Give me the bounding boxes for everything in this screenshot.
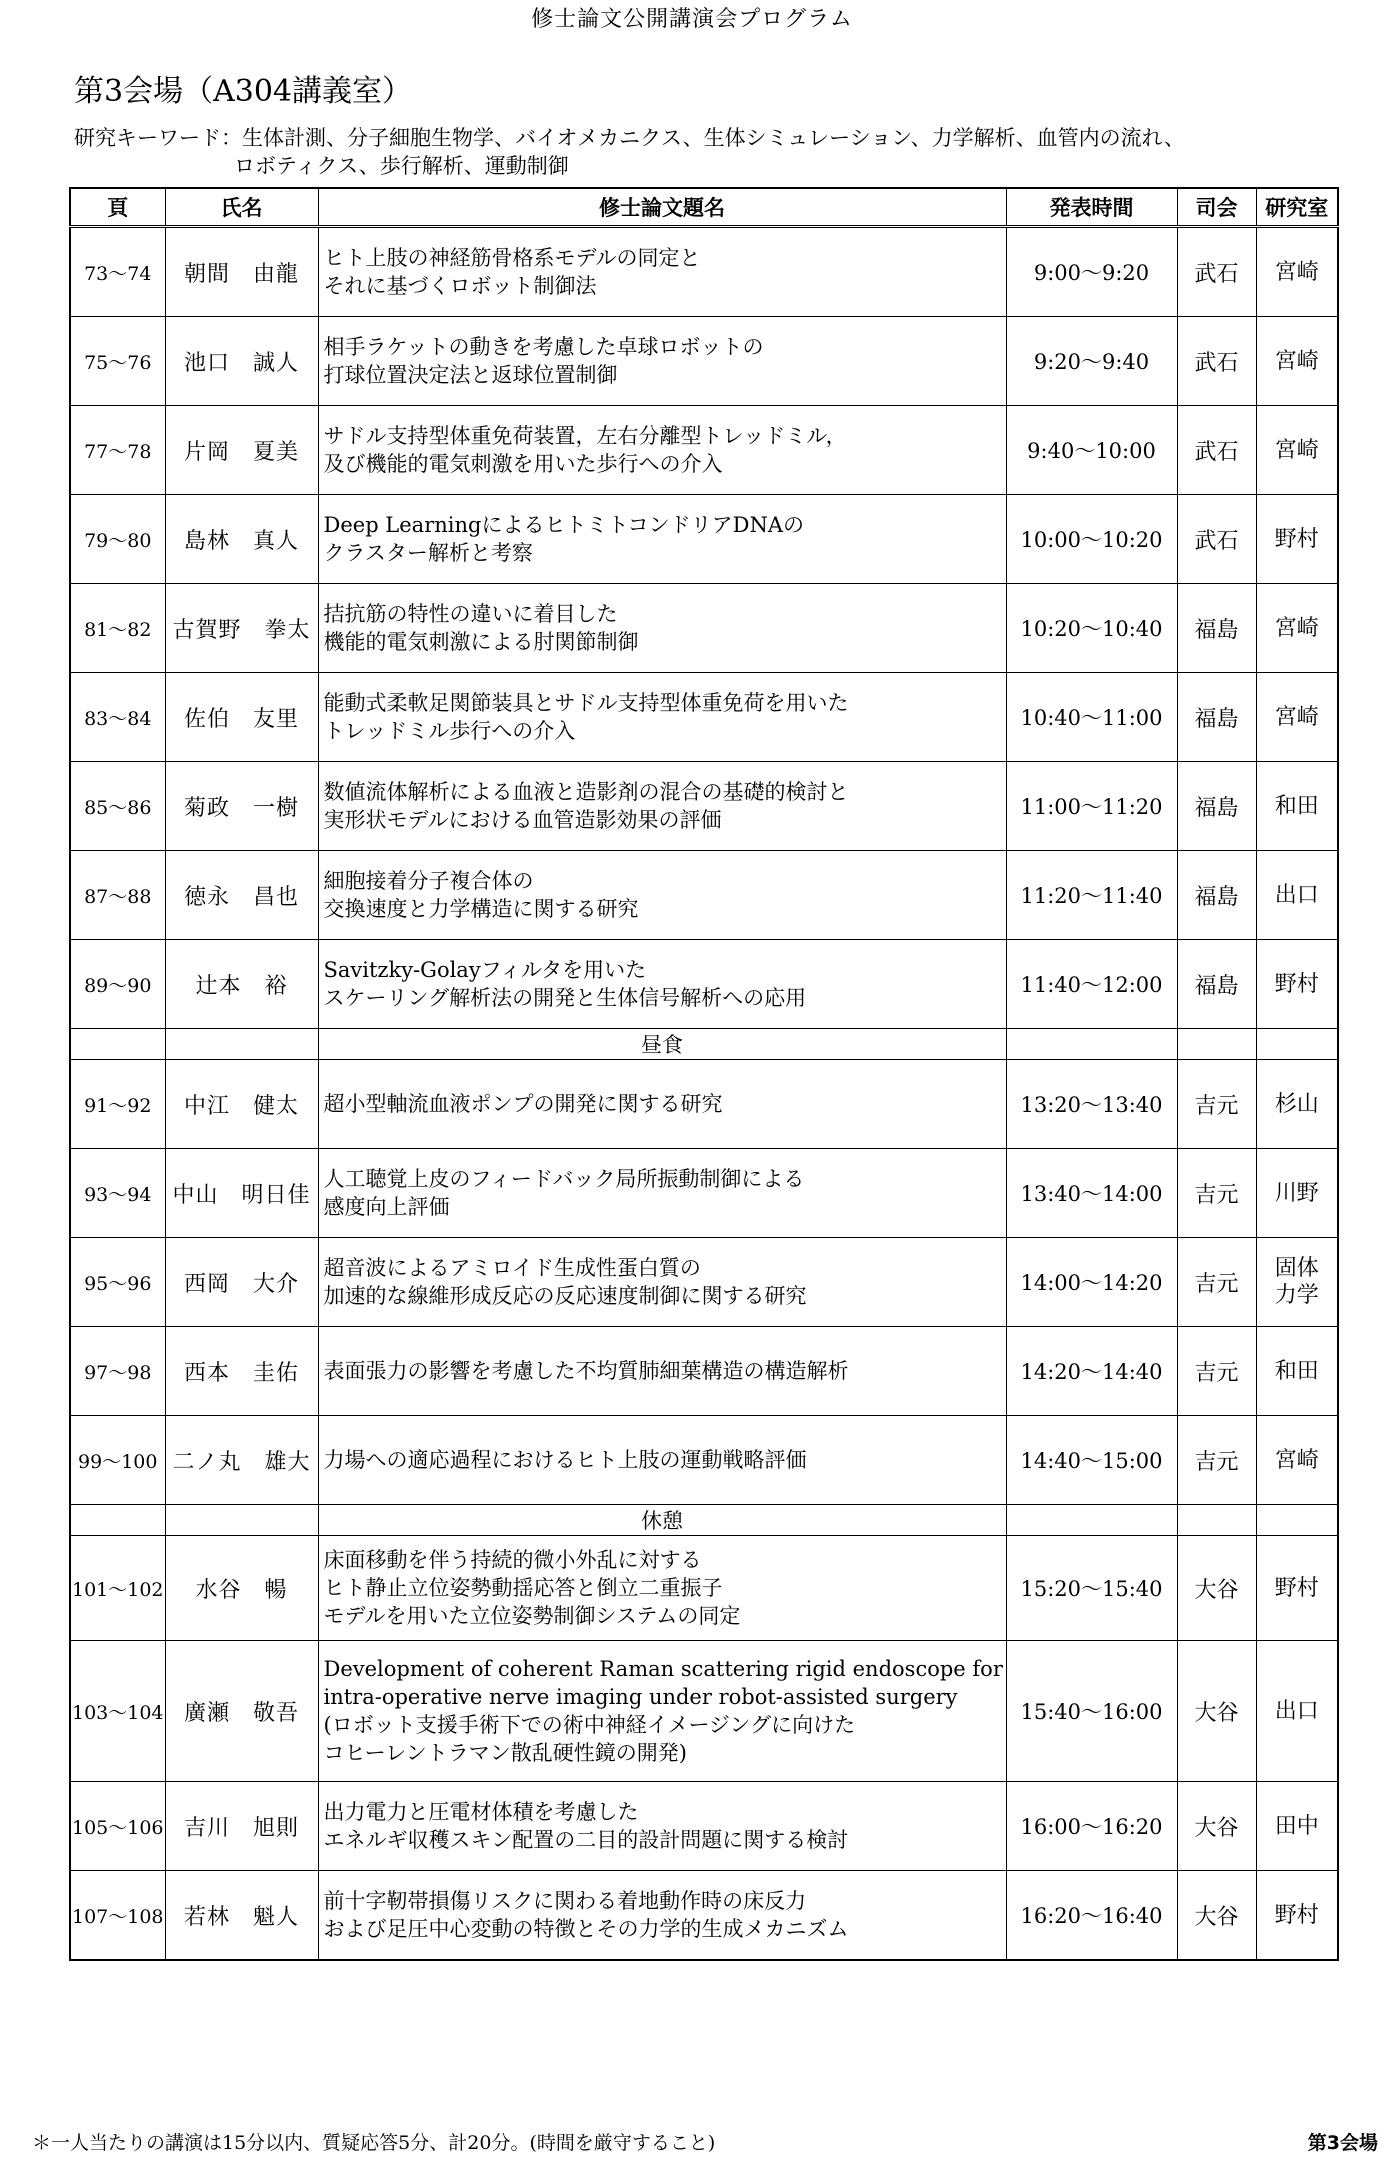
thesis-title-cell bbox=[318, 1060, 1006, 1149]
presentation-time-cell: 11:00～11:20 bbox=[1006, 762, 1177, 851]
presenter-name-cell: 朝間 由龍 bbox=[165, 227, 318, 317]
table-row bbox=[70, 1782, 1338, 1871]
presenter-name-cell: 廣瀬 敬吾 bbox=[165, 1641, 318, 1782]
presenter-name-cell: 若林 魁人 bbox=[165, 1871, 318, 1961]
thesis-title-line: 前十字靭帯損傷リスクに関わる着地動作時の床反力 bbox=[323, 1889, 807, 1913]
presentation-time-cell: 10:00～10:20 bbox=[1006, 495, 1177, 584]
table-row bbox=[70, 227, 1338, 317]
lab-cell bbox=[1256, 1149, 1338, 1238]
presentation-time-cell: 9:00～9:20 bbox=[1006, 227, 1177, 317]
chair-cell: 大谷 bbox=[1177, 1641, 1256, 1782]
chair-cell: 大谷 bbox=[1177, 1871, 1256, 1961]
presenter-name-cell: 辻本 裕 bbox=[165, 940, 318, 1029]
break-empty-cell bbox=[165, 1029, 318, 1060]
presenter-name-cell: 水谷 暢 bbox=[165, 1536, 318, 1641]
presentation-time-cell: 10:20～10:40 bbox=[1006, 584, 1177, 673]
chair-cell: 福島 bbox=[1177, 584, 1256, 673]
table-row bbox=[70, 1060, 1338, 1149]
thesis-title-line: コヒーレントラマン散乱硬性鏡の開発) bbox=[323, 1741, 687, 1765]
thesis-title-line: (ロボット支援手術下での術中神経イメージングに向けた bbox=[323, 1713, 856, 1737]
research-keywords bbox=[74, 124, 1185, 180]
thesis-title-cell bbox=[318, 1416, 1006, 1505]
presentation-time-cell: 14:40～15:00 bbox=[1006, 1416, 1177, 1505]
keywords-line-2: ロボティクス、歩行解析、運動制御 bbox=[234, 154, 569, 178]
thesis-title-line: 細胞接着分子複合体の bbox=[323, 869, 534, 893]
lab-cell bbox=[1256, 1782, 1338, 1871]
page-range-cell: 91～92 bbox=[70, 1060, 165, 1149]
table-row bbox=[70, 940, 1338, 1029]
page-range-cell: 77～78 bbox=[70, 406, 165, 495]
thesis-title-line: それに基づくロボット制御法 bbox=[323, 274, 597, 298]
chair-cell: 武石 bbox=[1177, 495, 1256, 584]
chair-cell: 吉元 bbox=[1177, 1060, 1256, 1149]
lab-name-line: 野村 bbox=[1274, 1575, 1319, 1601]
thesis-title-line: ヒト上肢の神経筋骨格系モデルの同定と bbox=[323, 246, 701, 270]
thesis-title-line: 数値流体解析による血液と造影剤の混合の基礎的検討と bbox=[323, 780, 849, 804]
lab-name-line: 力学 bbox=[1274, 1283, 1319, 1308]
lab-name-line: 和田 bbox=[1274, 1358, 1319, 1384]
lab-cell bbox=[1256, 673, 1338, 762]
thesis-title-cell bbox=[318, 1238, 1006, 1327]
presentation-time-cell: 15:20～15:40 bbox=[1006, 1536, 1177, 1641]
table-row bbox=[70, 584, 1338, 673]
page-range-cell: 95～96 bbox=[70, 1238, 165, 1327]
presentation-time-cell: 16:00～16:20 bbox=[1006, 1782, 1177, 1871]
lab-cell bbox=[1256, 1060, 1338, 1149]
lab-cell bbox=[1256, 1238, 1338, 1327]
break-label: 休憩 bbox=[318, 1505, 1006, 1536]
chair-cell: 武石 bbox=[1177, 317, 1256, 406]
presentation-time-cell: 15:40～16:00 bbox=[1006, 1641, 1177, 1782]
rest-break-row bbox=[70, 1505, 1338, 1536]
column-header-time: 発表時間 bbox=[1006, 188, 1177, 227]
break-label: 昼食 bbox=[318, 1029, 1006, 1060]
page-range-cell: 93～94 bbox=[70, 1149, 165, 1238]
keywords-line-1: 研究キーワード：生体計測、分子細胞生物学、バイオメカニクス、生体シミュレーション、力学解析、血管内の流れ、 bbox=[74, 126, 1185, 150]
thesis-title-cell bbox=[318, 1782, 1006, 1871]
table-row bbox=[70, 1238, 1338, 1327]
thesis-title-cell bbox=[318, 1536, 1006, 1641]
lab-name-line: 宮崎 bbox=[1274, 259, 1319, 285]
lab-name-line: 出口 bbox=[1274, 882, 1319, 908]
thesis-title-cell bbox=[318, 851, 1006, 940]
lab-cell bbox=[1256, 1416, 1338, 1505]
table-row bbox=[70, 1641, 1338, 1782]
table-header-row bbox=[70, 188, 1338, 227]
chair-cell: 福島 bbox=[1177, 851, 1256, 940]
presenter-name-cell: 吉川 旭則 bbox=[165, 1782, 318, 1871]
break-empty-cell bbox=[1006, 1029, 1177, 1060]
presenter-name-cell: 古賀野 拳太 bbox=[165, 584, 318, 673]
table-row bbox=[70, 673, 1338, 762]
thesis-title-line: 能動式柔軟足関節装具とサドル支持型体重免荷を用いた bbox=[323, 691, 849, 715]
presenter-name-cell: 中江 健太 bbox=[165, 1060, 318, 1149]
presentation-time-cell: 13:40～14:00 bbox=[1006, 1149, 1177, 1238]
footer-note: ＊一人当たりの講演は15分以内、質疑応答5分、計20分。(時間を厳守すること) bbox=[32, 2132, 716, 2154]
thesis-title-line: 感度向上評価 bbox=[323, 1195, 450, 1219]
page-range-cell: 97～98 bbox=[70, 1327, 165, 1416]
thesis-title-line: ヒト静止立位姿勢動揺応答と倒立二重振子 bbox=[323, 1576, 723, 1600]
program-table bbox=[69, 187, 1339, 1961]
page-range-cell: 101～102 bbox=[70, 1536, 165, 1641]
page-range-cell: 81～82 bbox=[70, 584, 165, 673]
lab-cell bbox=[1256, 227, 1338, 317]
page-range-cell: 107～108 bbox=[70, 1871, 165, 1961]
presenter-name-cell: 西本 圭佑 bbox=[165, 1327, 318, 1416]
thesis-title-line: 力場への適応過程におけるヒト上肢の運動戦略評価 bbox=[323, 1448, 807, 1472]
table-row bbox=[70, 317, 1338, 406]
lab-name-line: 野村 bbox=[1274, 526, 1319, 552]
break-empty-cell bbox=[165, 1505, 318, 1536]
page-range-cell: 99～100 bbox=[70, 1416, 165, 1505]
chair-cell: 福島 bbox=[1177, 762, 1256, 851]
page-range-cell: 75～76 bbox=[70, 317, 165, 406]
chair-cell: 吉元 bbox=[1177, 1416, 1256, 1505]
page-range-cell: 103～104 bbox=[70, 1641, 165, 1782]
break-empty-cell bbox=[1177, 1505, 1256, 1536]
column-header-name: 氏名 bbox=[165, 188, 318, 227]
table-row bbox=[70, 851, 1338, 940]
thesis-title-line: および足圧中心変動の特徴とその力学的生成メカニズム bbox=[323, 1917, 849, 1941]
break-empty-cell bbox=[1006, 1505, 1177, 1536]
presenter-name-cell: 菊政 一樹 bbox=[165, 762, 318, 851]
page-range-cell: 89～90 bbox=[70, 940, 165, 1029]
lab-name-line: 川野 bbox=[1274, 1180, 1319, 1206]
program-table-body bbox=[70, 227, 1338, 1961]
column-header-page: 頁 bbox=[70, 188, 165, 227]
presenter-name-cell: 徳永 昌也 bbox=[165, 851, 318, 940]
lab-cell bbox=[1256, 1536, 1338, 1641]
lab-cell bbox=[1256, 1327, 1338, 1416]
thesis-title-line: 相手ラケットの動きを考慮した卓球ロボットの bbox=[323, 335, 764, 359]
thesis-title-cell bbox=[318, 1149, 1006, 1238]
venue-heading: 第3会場（A304講義室） bbox=[74, 74, 413, 109]
thesis-title-line: スケーリング解析法の開発と生体信号解析への応用 bbox=[323, 986, 807, 1010]
thesis-title-cell bbox=[318, 406, 1006, 495]
chair-cell: 吉元 bbox=[1177, 1238, 1256, 1327]
lab-cell bbox=[1256, 1641, 1338, 1782]
page-title: 修士論文公開講演会プログラム bbox=[531, 7, 853, 32]
thesis-title-line: 床面移動を伴う持続的微小外乱に対する bbox=[323, 1548, 702, 1572]
presentation-time-cell: 9:20～9:40 bbox=[1006, 317, 1177, 406]
lab-name-line: 宮崎 bbox=[1274, 704, 1319, 730]
chair-cell: 吉元 bbox=[1177, 1327, 1256, 1416]
presenter-name-cell: 片岡 夏美 bbox=[165, 406, 318, 495]
lab-cell bbox=[1256, 1871, 1338, 1961]
presentation-time-cell: 14:20～14:40 bbox=[1006, 1327, 1177, 1416]
lab-name-line: 和田 bbox=[1274, 793, 1319, 819]
thesis-title-line: 打球位置決定法と返球位置制御 bbox=[323, 363, 618, 387]
thesis-title-line: 人工聴覚上皮のフィードバック局所振動制御による bbox=[323, 1167, 805, 1191]
chair-cell: 福島 bbox=[1177, 940, 1256, 1029]
thesis-title-line: クラスター解析と考察 bbox=[323, 541, 533, 565]
page-range-cell: 87～88 bbox=[70, 851, 165, 940]
thesis-title-line: 出力電力と圧電材体積を考慮した bbox=[323, 1800, 639, 1824]
presenter-name-cell: 中山 明日佳 bbox=[165, 1149, 318, 1238]
chair-cell: 吉元 bbox=[1177, 1149, 1256, 1238]
thesis-title-line: 交換速度と力学構造に関する研究 bbox=[323, 897, 639, 921]
footer-venue-tag: 第3会場 bbox=[1307, 2132, 1378, 2154]
thesis-title-line: Development of coherent Raman scattering rigid endoscope for bbox=[323, 1657, 1003, 1681]
page-range-cell: 105～106 bbox=[70, 1782, 165, 1871]
thesis-title-line: モデルを用いた立位姿勢制御システムの同定 bbox=[323, 1604, 741, 1628]
lab-cell bbox=[1256, 851, 1338, 940]
thesis-title-line: 拮抗筋の特性の違いに着目した bbox=[323, 602, 618, 626]
thesis-title-cell bbox=[318, 673, 1006, 762]
thesis-title-cell bbox=[318, 1871, 1006, 1961]
break-empty-cell bbox=[1256, 1029, 1338, 1060]
chair-cell: 大谷 bbox=[1177, 1782, 1256, 1871]
column-header-title: 修士論文題名 bbox=[318, 188, 1006, 227]
break-empty-cell bbox=[70, 1029, 165, 1060]
lab-cell bbox=[1256, 762, 1338, 851]
table-row bbox=[70, 495, 1338, 584]
presentation-time-cell: 10:40～11:00 bbox=[1006, 673, 1177, 762]
presentation-time-cell: 11:40～12:00 bbox=[1006, 940, 1177, 1029]
thesis-title-cell bbox=[318, 584, 1006, 673]
presentation-time-cell: 9:40～10:00 bbox=[1006, 406, 1177, 495]
presenter-name-cell: 佐伯 友里 bbox=[165, 673, 318, 762]
thesis-title-line: 及び機能的電気刺激を用いた歩行への介入 bbox=[323, 452, 723, 476]
lab-name-line: 宮崎 bbox=[1274, 615, 1319, 641]
lab-cell bbox=[1256, 317, 1338, 406]
presenter-name-cell: 西岡 大介 bbox=[165, 1238, 318, 1327]
presenter-name-cell: 池口 誠人 bbox=[165, 317, 318, 406]
lab-cell bbox=[1256, 406, 1338, 495]
chair-cell: 福島 bbox=[1177, 673, 1256, 762]
thesis-title-line: 超小型軸流血液ポンプの開発に関する研究 bbox=[323, 1092, 723, 1116]
thesis-title-cell bbox=[318, 1641, 1006, 1782]
table-row bbox=[70, 1327, 1338, 1416]
lab-name-line: 宮崎 bbox=[1274, 348, 1319, 374]
lab-name-line: 宮崎 bbox=[1274, 437, 1319, 463]
table-row bbox=[70, 1871, 1338, 1961]
thesis-title-line: Savitzky-Golayフィルタを用いた bbox=[323, 958, 647, 982]
lab-name-line: 固体 bbox=[1274, 1256, 1319, 1281]
thesis-title-cell bbox=[318, 762, 1006, 851]
thesis-title-line: サドル支持型体重免荷装置，左右分離型トレッドミル， bbox=[323, 424, 847, 448]
presentation-time-cell: 16:20～16:40 bbox=[1006, 1871, 1177, 1961]
table-row bbox=[70, 1536, 1338, 1641]
thesis-title-cell bbox=[318, 940, 1006, 1029]
thesis-title-line: Deep LearningによるヒトミトコンドリアDNAの bbox=[323, 513, 804, 537]
lab-cell bbox=[1256, 495, 1338, 584]
page-range-cell: 73～74 bbox=[70, 227, 165, 317]
thesis-title-cell bbox=[318, 495, 1006, 584]
thesis-title-line: 加速的な線維形成反応の反応速度制御に関する研究 bbox=[323, 1284, 807, 1308]
lab-cell bbox=[1256, 940, 1338, 1029]
thesis-title-cell bbox=[318, 227, 1006, 317]
thesis-title-line: 表面張力の影響を考慮した不均質肺細葉構造の構造解析 bbox=[323, 1359, 849, 1383]
lab-name-line: 宮崎 bbox=[1274, 1447, 1319, 1473]
lab-name-line: 野村 bbox=[1274, 971, 1319, 997]
lab-name-line: 野村 bbox=[1274, 1902, 1319, 1928]
thesis-title-line: トレッドミル歩行への介入 bbox=[323, 719, 576, 743]
lab-cell bbox=[1256, 584, 1338, 673]
column-header-chair: 司会 bbox=[1177, 188, 1256, 227]
table-row bbox=[70, 1416, 1338, 1505]
chair-cell: 武石 bbox=[1177, 406, 1256, 495]
thesis-title-line: 実形状モデルにおける血管造影効果の評価 bbox=[323, 808, 722, 832]
presentation-time-cell: 14:00～14:20 bbox=[1006, 1238, 1177, 1327]
thesis-title-cell bbox=[318, 317, 1006, 406]
presentation-time-cell: 13:20～13:40 bbox=[1006, 1060, 1177, 1149]
page-range-cell: 83～84 bbox=[70, 673, 165, 762]
table-row bbox=[70, 1149, 1338, 1238]
thesis-title-line: 機能的電気刺激による肘関節制御 bbox=[323, 630, 639, 654]
presenter-name-cell: 二ノ丸 雄大 bbox=[165, 1416, 318, 1505]
table-row bbox=[70, 406, 1338, 495]
presenter-name-cell: 島林 真人 bbox=[165, 495, 318, 584]
page-range-cell: 85～86 bbox=[70, 762, 165, 851]
chair-cell: 武石 bbox=[1177, 227, 1256, 317]
break-empty-cell bbox=[1256, 1505, 1338, 1536]
thesis-title-cell bbox=[318, 1327, 1006, 1416]
thesis-title-line: intra-operative nerve imaging under robot-assisted surgery bbox=[323, 1685, 958, 1709]
thesis-title-line: 超音波によるアミロイド生成性蛋白質の bbox=[323, 1256, 701, 1280]
lab-name-line: 杉山 bbox=[1274, 1091, 1319, 1117]
break-empty-cell bbox=[1177, 1029, 1256, 1060]
chair-cell: 大谷 bbox=[1177, 1536, 1256, 1641]
presentation-time-cell: 11:20～11:40 bbox=[1006, 851, 1177, 940]
column-header-lab: 研究室 bbox=[1256, 188, 1338, 227]
table-row bbox=[70, 762, 1338, 851]
page-range-cell: 79～80 bbox=[70, 495, 165, 584]
thesis-title-line: エネルギ収穫スキン配置の二目的設計問題に関する検討 bbox=[323, 1828, 849, 1852]
lab-name-line: 出口 bbox=[1274, 1698, 1319, 1724]
break-empty-cell bbox=[70, 1505, 165, 1536]
lab-name-line: 田中 bbox=[1274, 1813, 1319, 1839]
lunch-break-row bbox=[70, 1029, 1338, 1060]
